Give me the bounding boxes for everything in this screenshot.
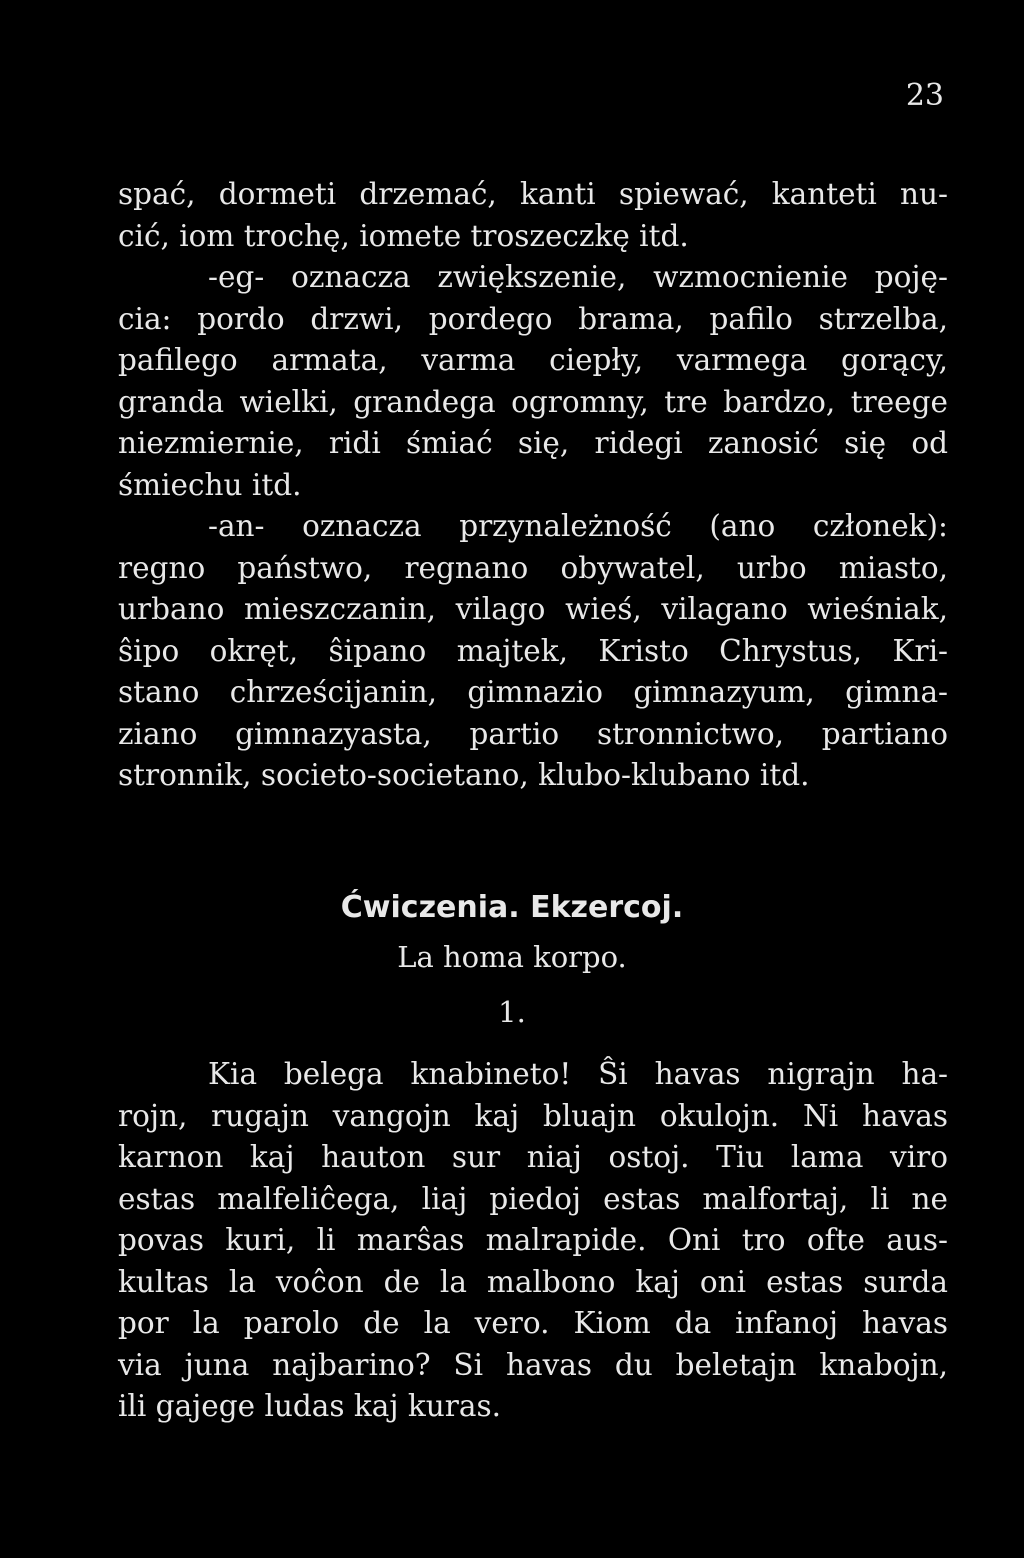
upper-text bbox=[118, 174, 948, 797]
exercise-subheading: La homa korpo. bbox=[397, 940, 627, 974]
text-line: stano chrześcijanin, gimnazio gimnazyum, gimna- bbox=[118, 675, 948, 709]
text-line: stronnik, societo-societano, klubo-klubano itd. bbox=[118, 758, 810, 792]
text-line: regno państwo, regnano obywatel, urbo miasto, bbox=[118, 550, 948, 585]
text-line: urbano mieszczanin, vilago wieś, vilagano wieśniak, bbox=[118, 592, 948, 626]
text-line: śmiechu itd. bbox=[118, 467, 302, 502]
exercise-text bbox=[118, 1054, 948, 1428]
text-line: niezmiernie, ridi śmiać się, ridegi zanosić się od bbox=[118, 426, 948, 460]
text-line: ŝipo okręt, ŝipano majtek, Kristo Chrystus, Kri- bbox=[118, 633, 948, 668]
text-line: cia: pordo drzwi, pordego brama, pafilo strzelba, bbox=[118, 301, 948, 336]
text-line: Kia belega knabineto! Ŝi havas nigrajn ha- bbox=[208, 1057, 948, 1091]
page-number: 23 bbox=[905, 78, 944, 113]
text-line: karnon kaj hauton sur niaj ostoj. Tiu lama viro bbox=[118, 1140, 948, 1174]
text-line: -eg- oznacza zwiększenie, wzmocnienie poję- bbox=[208, 260, 948, 294]
text-line: rojn, rugajn vangojn kaj bluajn okulojn. Ni havas bbox=[118, 1098, 948, 1133]
text-line: pafilego armata, varma ciepły, varmega gorący, bbox=[118, 343, 948, 377]
text-line: cić, iom trochę, iomete troszeczkę itd. bbox=[118, 218, 689, 253]
text-line: povas kuri, li marŝas malrapide. Oni tro ofte aus- bbox=[118, 1223, 948, 1257]
text-line: estas malfeliĉega, liaj piedoj estas malfortaj, li ne bbox=[118, 1181, 948, 1216]
text-line: ziano gimnazyasta, partio stronnictwo, partiano bbox=[118, 716, 948, 751]
exercise-heading: Ćwiczenia. Ekzercoj. bbox=[340, 890, 684, 925]
text-line: via juna najbarino? Si havas du beletajn knabojn, bbox=[118, 1347, 948, 1382]
text-line: por la parolo de la vero. Kiom da infanoj havas bbox=[118, 1306, 948, 1340]
text-line: -an- oznacza przynależność (ano członek): bbox=[208, 509, 948, 543]
text-line: granda wielki, grandega ogromny, tre bardzo, treege bbox=[118, 384, 948, 419]
text-line: kultas la voĉon de la malbono kaj oni estas surda bbox=[118, 1264, 948, 1299]
text-line: spać, dormeti drzemać, kanti spiewać, kanteti nu- bbox=[118, 177, 948, 211]
section-number: 1. bbox=[498, 995, 526, 1029]
text-line: ili gajege ludas kaj kuras. bbox=[118, 1389, 501, 1423]
